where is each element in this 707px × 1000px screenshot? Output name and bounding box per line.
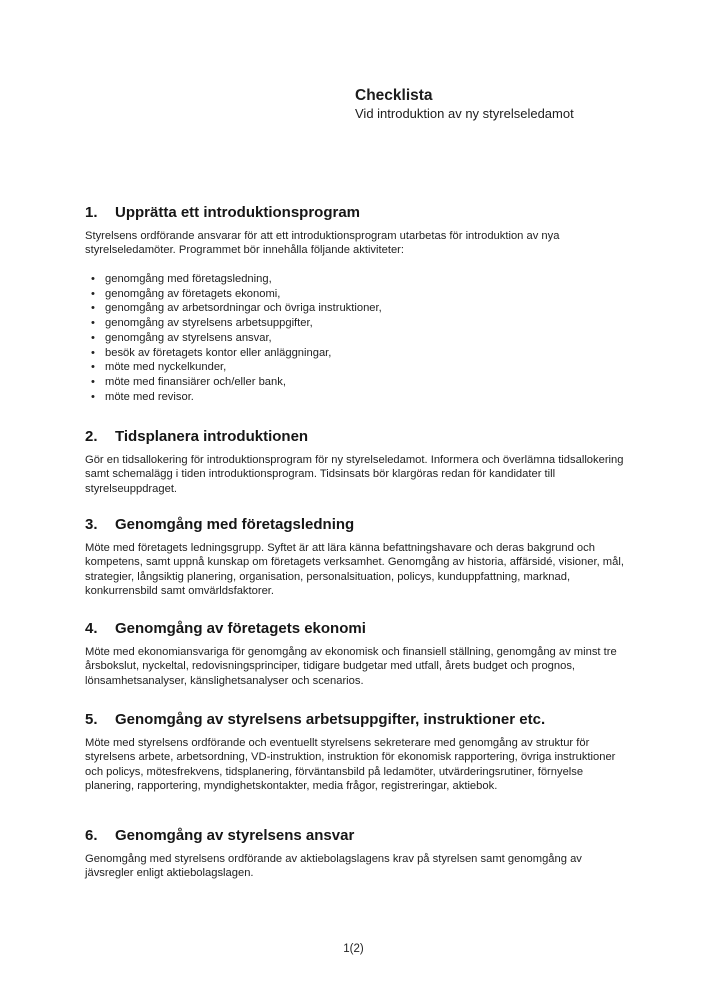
section-title: Genomgång av företagets ekonomi	[115, 620, 366, 637]
section-number: 3.	[85, 516, 98, 533]
section-heading	[85, 620, 633, 638]
section-heading	[85, 204, 633, 222]
section-title: Genomgång av styrelsens ansvar	[115, 827, 355, 844]
section-number: 5.	[85, 711, 98, 728]
activity-bullet-list	[85, 272, 633, 404]
section-body: Gör en tidsallokering för introduktionsprogram för ny styrelseledamot. Informera och överlämna tidsallokering samt schemalägg i tiden introduktionsprogram. Tidsinsats bör klargöras redan för kandidater till styrelseuppdraget.	[85, 454, 624, 495]
section-title: Genomgång med företagsledning	[115, 516, 355, 533]
section-title: Upprätta ett introduktionsprogram	[115, 204, 361, 221]
list-item: • genomgång av styrelsens arbetsuppgifter,	[85, 316, 633, 331]
section-title: Tidsplanera introduktionen	[115, 428, 309, 445]
list-item: • möte med finansiärer och/eller bank,	[85, 375, 633, 390]
section-body: Möte med styrelsens ordförande och eventuellt styrelsens sekreterare med genomgång av struktur för styrelsens arbete, arbetsordning, VD-instruktion, instruktion för ekonomisk rapportering, övriga instruktioner och policys, mötesfrekvens, tidsplanering, förväntansbild på ledamöter, utvärderingsrutiner, förnyelse planering, rapportering, myndighetskontakter, media frågor, registreringar, aktiebok.	[85, 737, 616, 793]
document-header	[355, 86, 574, 122]
section-body: Möte med företagets ledningsgrupp. Syftet är att lära känna befattningshavare och deras bakgrund och kompetens, samt uppnå kunskap om företagets verksamhet. Genomgång av historia, affärsidé, visioner, mål, strategier, långsiktig planering, organisation, personalsituation, policys, kunduppfattning, marknad, konkurrensbild samt omvärldsfaktorer.	[85, 542, 624, 598]
section-heading	[85, 516, 633, 534]
section-genomgang-foretagsledning	[85, 516, 633, 599]
section-heading	[85, 827, 633, 845]
section-number: 6.	[85, 827, 98, 844]
section-tidsplanera	[85, 428, 633, 496]
section-title: Genomgång av styrelsens arbetsuppgifter, instruktioner etc.	[115, 711, 546, 728]
section-genomgang-ekonomi	[85, 620, 633, 688]
section-genomgang-ansvar	[85, 827, 633, 881]
section-body: Styrelsens ordförande ansvarar för att ett introduktionsprogram utarbetas för introduktion av nya styrelseledamöter. Programmet bör innehålla följande aktiviteter:	[85, 230, 560, 257]
document-title: Checklista	[355, 87, 433, 104]
section-number: 2.	[85, 428, 98, 445]
section-body: Möte med ekonomiansvariga för genomgång av ekonomisk och finansiell ställning, genomgång av minst tre årsbokslut, nyckeltal, redovisningsprinciper, tidigare budgetar med utfall, årets budget och prognos, lönsamhetsanalyser, känslighetsanalyser och scenarios.	[85, 646, 617, 687]
list-item: • genomgång av arbetsordningar och övriga instruktioner,	[85, 301, 633, 316]
page-number: 1(2)	[343, 943, 364, 955]
section-heading	[85, 428, 633, 446]
section-heading	[85, 711, 633, 729]
section-body: Genomgång med styrelsens ordförande av aktiebolagslagens krav på styrelsen samt genomgång av jävsregler enligt aktiebolagslagen.	[85, 853, 582, 880]
document-subtitle: Vid introduktion av ny styrelseledamot	[355, 106, 574, 121]
section-genomgang-arbetsuppgifter	[85, 711, 633, 794]
section-introduktionsprogram	[85, 204, 633, 403]
list-item: • genomgång av styrelsens ansvar,	[85, 331, 633, 346]
list-item: • möte med nyckelkunder,	[85, 360, 633, 375]
list-item: • genomgång av företagets ekonomi,	[85, 287, 633, 302]
section-number: 4.	[85, 620, 98, 637]
list-item: • besök av företagets kontor eller anläggningar,	[85, 346, 633, 361]
section-number: 1.	[85, 204, 98, 221]
list-item: • möte med revisor.	[85, 390, 633, 405]
list-item: • genomgång med företagsledning,	[85, 272, 633, 287]
